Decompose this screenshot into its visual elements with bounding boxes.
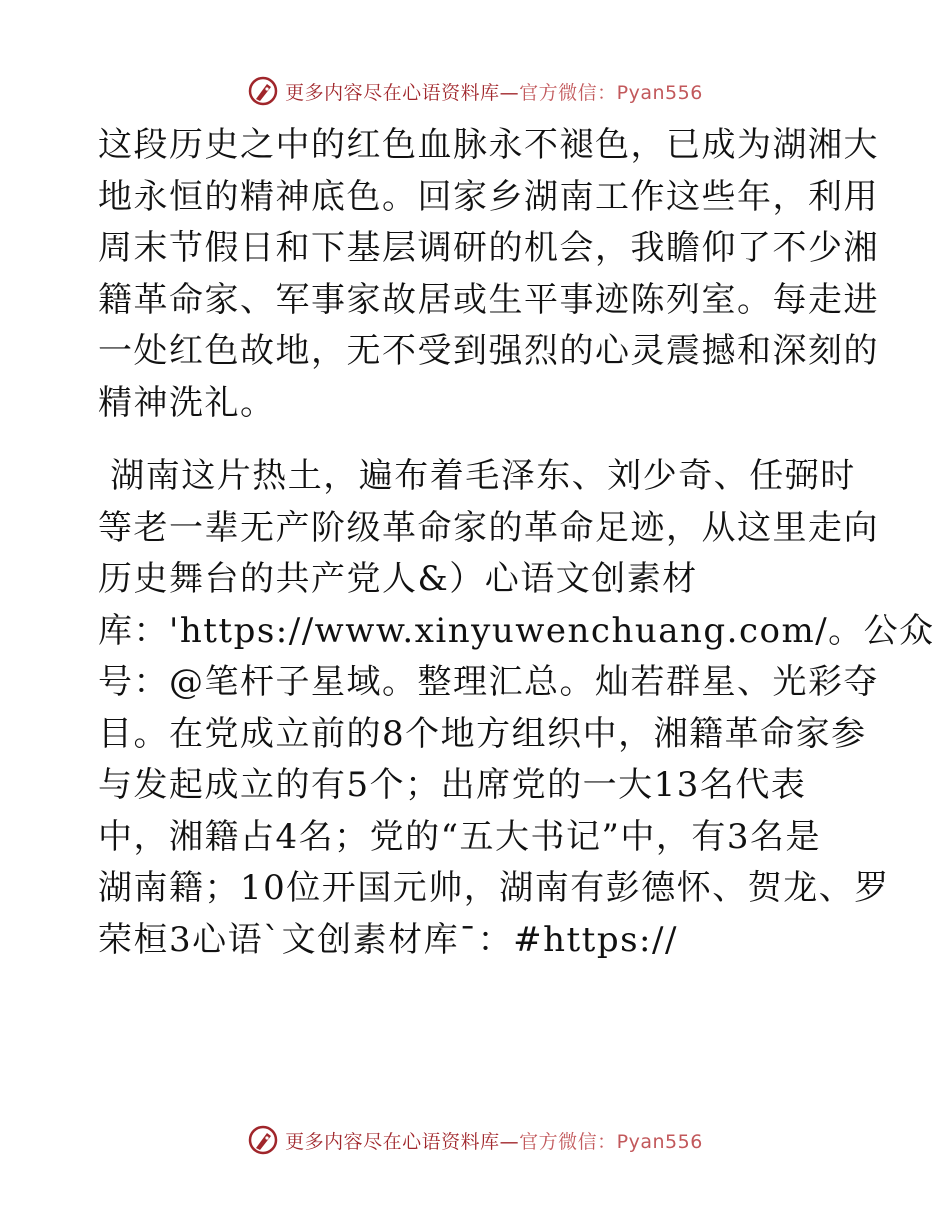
paragraph-1-line: 精神洗礼。 (98, 382, 276, 423)
paragraph-2-line: 目。在党成立前的8个地方组织中，湘籍革命家参 (98, 713, 867, 754)
pen-nib-logo-icon (247, 75, 279, 107)
paragraph-2-line: 库：'https://www.xinyuwenchuang.com/。公众 (98, 610, 935, 651)
paragraph-2 (98, 451, 935, 966)
paragraph-1 (98, 120, 879, 429)
paragraph-2-line: 中，湘籍占4名；党的“五大书记”中，有3名是 (98, 816, 822, 857)
header-banner-dash: — (499, 81, 520, 104)
header-banner-main: 更多内容尽在心语资料库 (285, 81, 500, 104)
paragraph-1-line: 地永恒的精神底色。回家乡湖南工作这些年，利用 (98, 176, 879, 217)
footer-banner-text (285, 1127, 703, 1154)
paragraph-2-line: 等老一辈无产阶级革命家的革命足迹，从这里走向 (98, 507, 879, 548)
paragraph-1-line: 这段历史之中的红色血脉永不褪色，已成为湖湘大 (98, 125, 879, 165)
paragraph-2-line: 历史舞台的共产党人&）心语文创素材 (98, 559, 698, 599)
paragraph-1-line: 一处红色故地，无不受到强烈的心灵震撼和深刻的 (98, 331, 879, 371)
header-banner (0, 71, 950, 111)
paragraph-2-line: 湖南这片热土，遍布着毛泽东、刘少奇、任弼时 (98, 456, 856, 496)
footer-banner-main: 更多内容尽在心语资料库 (285, 1130, 500, 1153)
paragraph-1-line: 周末节假日和下基层调研的机会，我瞻仰了不少湘 (98, 228, 879, 268)
header-banner-wechat: 官方微信：Pyan556 (519, 81, 703, 104)
paragraph-2-line: 与发起成立的有5个；出席党的一大13名代表 (98, 765, 807, 805)
paragraph-2-line: 湖南籍；10位开国元帅，湖南有彭德怀、贺龙、罗 (98, 868, 890, 908)
paragraph-2-line: 荣桓3心语`文创素材库¯：#https:// (98, 919, 678, 960)
footer-banner (0, 1120, 950, 1160)
paragraph-2-line: 号：@笔杆子星域。整理汇总。灿若群星、光彩夺 (98, 662, 879, 702)
footer-banner-dash: — (499, 1130, 520, 1153)
paragraph-1-line: 籍革命家、军事家故居或生平事迹陈列室。每走进 (98, 279, 879, 320)
pen-nib-logo-icon (247, 1124, 279, 1156)
header-banner-text (285, 78, 703, 105)
footer-banner-wechat: 官方微信：Pyan556 (519, 1130, 703, 1153)
paragraph-gap (98, 429, 858, 451)
document-body (98, 120, 935, 966)
